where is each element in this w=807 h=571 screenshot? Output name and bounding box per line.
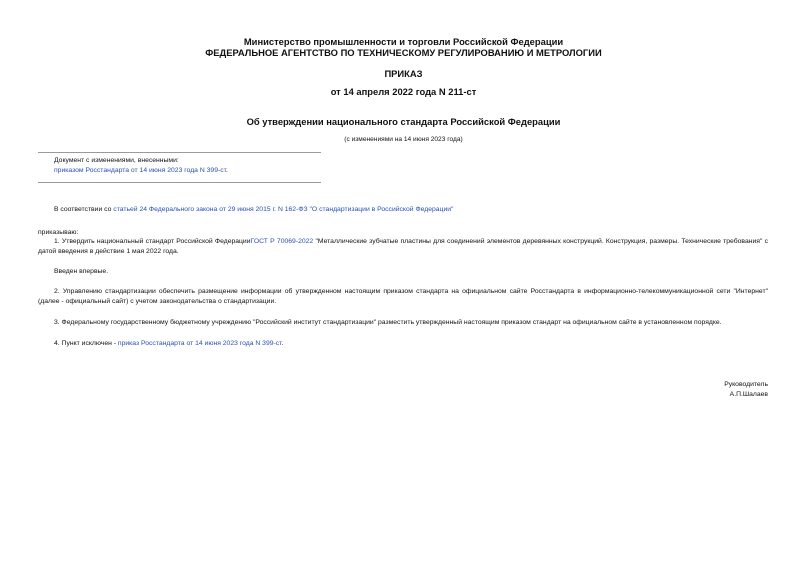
- federal-law-link[interactable]: статьей 24 Федерального закона от 29 июня 2015 г. N 162-ФЗ "О стандартизации в Российской Федерации": [113, 206, 454, 213]
- amendments-box-tail: .: [226, 167, 228, 174]
- paragraph-introduced: Введен впервые.: [54, 268, 109, 275]
- paragraph-basis: [54, 205, 768, 215]
- amendments-box-label: Документ с изменениями, внесенными:: [54, 157, 179, 164]
- divider-top: [38, 152, 321, 153]
- ministry-heading: Министерство промышленности и торговли Российской Федерации: [243, 36, 564, 47]
- signatory-title: Руководитель: [724, 381, 768, 388]
- document-date-number: от 14 апреля 2022 года N 211-ст: [330, 86, 477, 97]
- agency-heading: ФЕДЕРАЛЬНОЕ АГЕНТСТВО ПО ТЕХНИЧЕСКОМУ РЕГУЛИРОВАНИЮ И МЕТРОЛОГИИ: [205, 47, 602, 58]
- amendments-box-entry: [54, 166, 228, 176]
- excluding-order-link[interactable]: приказ Росстандарта от 14 июня 2023 года N 399-ст: [117, 340, 282, 347]
- paragraph-basis-text: В соответствии со: [54, 206, 114, 213]
- item-4-suffix: .: [281, 340, 284, 347]
- item-1-prefix: 1. Утвердить национальный стандарт Российской Федерации: [54, 238, 251, 245]
- paragraph-item-2: 2. Управлению стандартизации обеспечить размещение информации об утвержденном настоящим приказом стандарта на официальном сайте Росстандарта в информационно-телекоммуникационной сети "Интернет" (далее - официальный сайт) с учетом законодательства о стандартизации.: [38, 288, 768, 305]
- amendments-box: [54, 156, 228, 176]
- signatory-name: А.П.Шалаев: [729, 391, 768, 398]
- paragraph-item-1: [38, 237, 768, 256]
- document-type-heading: ПРИКАЗ: [384, 68, 423, 79]
- document-subject: Об утверждении национального стандарта Российской Федерации: [246, 116, 561, 127]
- item-4-prefix: 4. Пункт исключен -: [54, 340, 118, 347]
- item-1-suffix: "Металлические зубчатые пластины для соединений элементов деревянных конструкций. Конструкция, размеры. Технические требования" с датой введения в действие 1 мая 2022 года.: [38, 238, 769, 255]
- paragraph-order: приказываю:: [38, 229, 79, 236]
- paragraph-item-3: 3. Федеральному государственному бюджетному учреждению "Российский институт стандартизации" разместить утвержденный настоящим приказом стандарт на официальном сайте в установленном порядке.: [54, 319, 722, 326]
- amendment-note: (с изменениями на 14 июня 2023 года): [344, 136, 463, 143]
- gost-standard-link[interactable]: ГОСТ Р 70069-2022: [250, 238, 314, 245]
- amending-order-link[interactable]: приказом Росстандарта от 14 июня 2023 года N 399-ст: [54, 167, 226, 174]
- divider-bottom: [38, 182, 321, 183]
- paragraph-item-4: [54, 339, 768, 349]
